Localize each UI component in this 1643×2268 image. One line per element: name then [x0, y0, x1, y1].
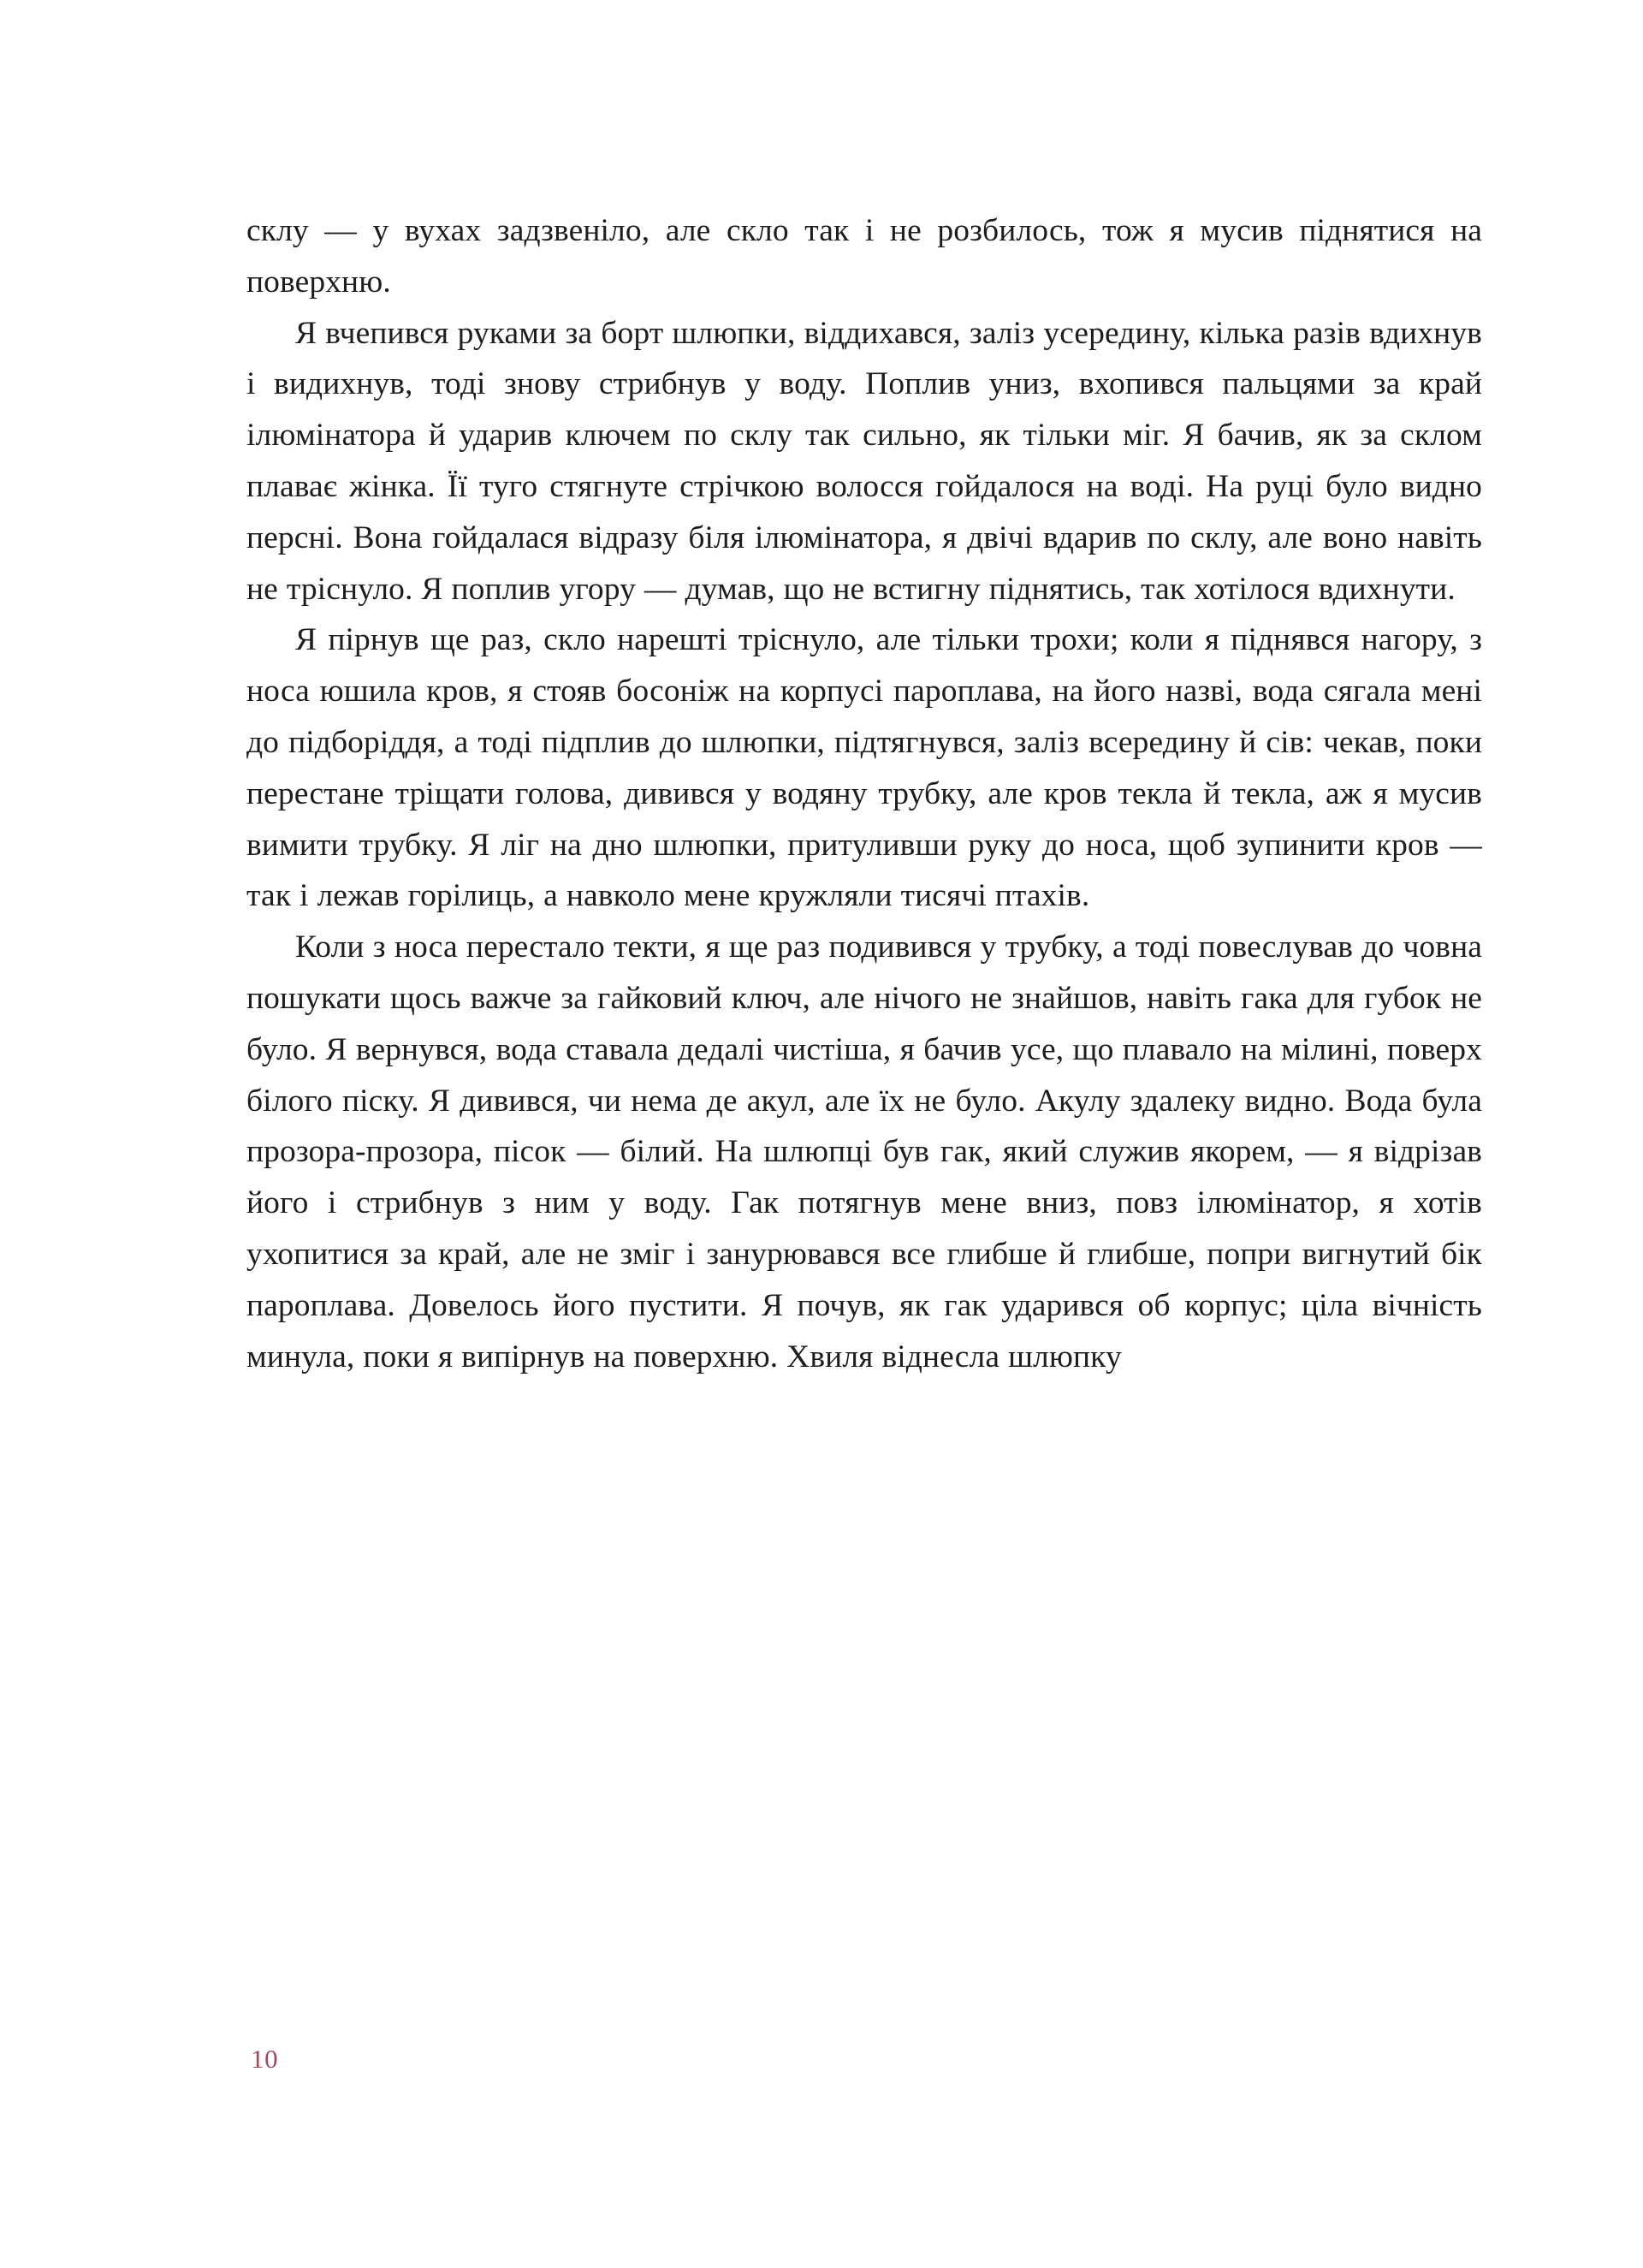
paragraph-2: Я вчепився руками за борт шлюпки, віддихався, заліз усередину, кілька разів вдихнув і видихнув, тоді знову стрибнув у воду. Поплив униз, вхопився пальцями за край ілюмінатора й ударив ключем по склу так сильно, як тільки міг. Я бачив, як за склом плаває жінка. Її туго стягнуте стрічкою волосся гойдалося на воді. На руці було видно персні. Вона гойдалася відразу біля ілюмінатора, я двічі вдарив по склу, але воно навіть не тріснуло. Я поплив угору — думав, що не встигну піднятись, так хотілося вдихнути.: [246, 315, 1482, 607]
paragraph-4: Коли з носа перестало текти, я ще раз подивився у трубку, а тоді повеслував до човна пошукати щось важче за гайковий ключ, але нічого не знайшов, навіть гака для губок не було. Я вернувся, вода ставала дедалі чистіша, я бачив усе, що плавало на мілині, поверх білого піску. Я дивився, чи нема де акул, але їх не було. Акулу здалеку видно. Вода була прозора-прозора, пісок — білий. На шлюпці був гак, який служив якорем, — я відрізав його і стрибнув з ним у воду. Гак потягнув мене вниз, повз ілюмінатор, я хотів ухопитися за край, але не зміг і занурювався все глибше й глибше, попри вигнутий бік пароплава. Довелось його пустити. Я почув, як гак ударився об корпус; ціла вічність минула, поки я випірнув на поверхню. Хвиля віднесла шлюпку: [246, 929, 1482, 1374]
paragraph-continued: склу — у вухах задзвеніло, але скло так і не розбилось, тож я мусив піднятися на поверхню.: [246, 213, 1482, 300]
paragraph-3: Я пірнув ще раз, скло нарешті тріснуло, але тільки трохи; коли я піднявся нагору, з носа юшила кров, я стояв босоніж на корпусі пароплава, на його назві, вода сягала мені до підборіддя, а тоді підплив до шлюпки, підтягнувся, заліз всередину й сів: чекав, поки перестане тріщати голова, дивився у водяну трубку, але кров текла й текла, аж я мусив вимити трубку. Я ліг на дно шлюпки, притуливши руку до носа, щоб зупинити кров — так і лежав горілиць, а навколо мене кружляли тисячі птахів.: [246, 622, 1482, 914]
page-text-block: [246, 205, 1482, 1382]
page-number: 10: [251, 2044, 279, 2074]
